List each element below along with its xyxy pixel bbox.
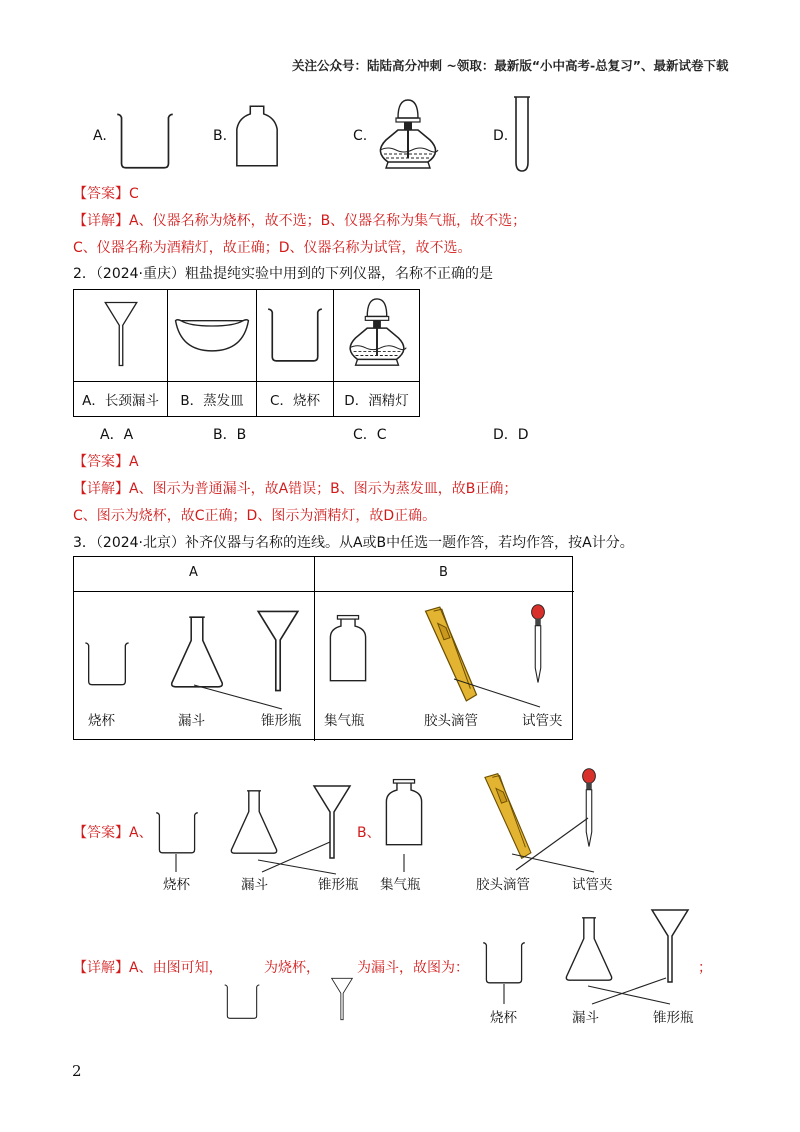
- q2-detail-2: C、图示为烧杯，故C正确；D、图示为酒精灯，故D正确。: [73, 508, 437, 524]
- q2-cell-funnel: [74, 290, 168, 382]
- q2-apparatus-table: [73, 289, 420, 417]
- detail-label-funnel: 漏斗: [572, 1010, 599, 1026]
- q2-cell-lamp: [334, 290, 420, 382]
- q3-answer-prefix: 【答案】A、: [73, 825, 153, 841]
- q1-detail-2: C、仪器名称为酒精灯，故正确；D、仪器名称为试管，故不选。: [73, 240, 472, 256]
- answer-b-lines: [380, 814, 620, 874]
- answer-a-label-beaker: 烧杯: [163, 877, 190, 893]
- answer-a-label-funnel: 漏斗: [241, 877, 268, 893]
- answer-b-label-clamp: 试管夹: [572, 877, 613, 893]
- q3-b-label-gas-bottle: 集气瓶: [324, 713, 365, 729]
- q1-answer: 【答案】C: [73, 186, 139, 202]
- q1-option-a-label: A.: [93, 128, 107, 144]
- funnel-figure: [101, 299, 141, 369]
- q3-detail-end: ；: [698, 960, 712, 976]
- q2-cell-dish: [168, 290, 257, 382]
- page-header: 关注公众号：陆陆高分冲刺 ~领取：最新版“小中高考-总复习”、最新试卷下载: [292, 58, 729, 73]
- q3-detail-prefix: 【详解】A、由图可知，: [73, 960, 223, 976]
- q3-a-label-flask: 锥形瓶: [261, 713, 302, 729]
- test-tube-figure: [510, 94, 534, 174]
- q2-choice-a: A．A: [100, 427, 134, 443]
- answer-b-label-gas-bottle: 集气瓶: [380, 877, 421, 893]
- alcohol-lamp-figure: [368, 96, 448, 176]
- alcohol-lamp-figure: [338, 294, 416, 374]
- q2-answer: 【答案】A: [73, 454, 139, 470]
- beaker-figure: [222, 980, 262, 1022]
- q3-header-a: A: [189, 565, 198, 580]
- q2-cell-beaker: [257, 290, 334, 382]
- bottle-figure: [233, 100, 281, 172]
- q2-choice-c: C．C: [353, 427, 387, 443]
- q3-a-label-beaker: 烧杯: [88, 713, 115, 729]
- q1-option-c-label: C.: [353, 128, 368, 144]
- q3-a-label-funnel: 漏斗: [178, 713, 205, 729]
- evaporating-dish-figure: [172, 311, 252, 357]
- answer-b-label-dropper: 胶头滴管: [476, 877, 530, 893]
- conical-flask-figure: [563, 912, 615, 986]
- q3-answer-b-prefix: B、: [357, 825, 381, 841]
- q1-detail-1: 【详解】A、仪器名称为烧杯，故不选；B、仪器名称为集气瓶，故不选；: [73, 213, 527, 229]
- q1-option-b-label: B.: [213, 128, 228, 144]
- funnel-figure: [328, 976, 356, 1022]
- detail-label-flask: 锥形瓶: [653, 1010, 694, 1026]
- page-number: 2: [72, 1062, 82, 1080]
- q3-detail-mid-1: 为烧杯，: [264, 960, 320, 976]
- beaker-figure: [113, 108, 177, 172]
- q2-caption-c: C．烧杯: [257, 382, 334, 417]
- q3-stem: 3．（2024·北京）补齐仪器与名称的连线。从A或B中任选一题作答，若均作答，按A计分。: [73, 535, 634, 551]
- q3-table: [73, 556, 573, 740]
- q3-detail-mid-2: 为漏斗，故图为：: [357, 960, 469, 976]
- q2-stem: 2．（2024·重庆）粗盐提纯实验中用到的下列仪器，名称不正确的是: [73, 266, 493, 282]
- q2-choice-b: B．B: [213, 427, 247, 443]
- q2-choice-d: D．D: [493, 427, 529, 443]
- q2-detail-1: 【详解】A、图示为普通漏斗，故A错误；B、图示为蒸发皿，故B正确；: [73, 481, 518, 497]
- q1-option-d-label: D.: [493, 128, 509, 144]
- q3-b-label-clamp: 试管夹: [522, 713, 563, 729]
- detail-lines: [476, 976, 706, 1010]
- q3-b-label-dropper: 胶头滴管: [424, 713, 478, 729]
- beaker-figure: [264, 303, 326, 365]
- q2-caption-b: B．蒸发皿: [168, 382, 257, 417]
- answer-a-label-flask: 锥形瓶: [318, 877, 359, 893]
- q2-caption-a: A．长颈漏斗: [74, 382, 168, 417]
- q3-header-b: B: [439, 565, 448, 580]
- q2-caption-d: D．酒精灯: [334, 382, 420, 417]
- detail-label-beaker: 烧杯: [490, 1010, 517, 1026]
